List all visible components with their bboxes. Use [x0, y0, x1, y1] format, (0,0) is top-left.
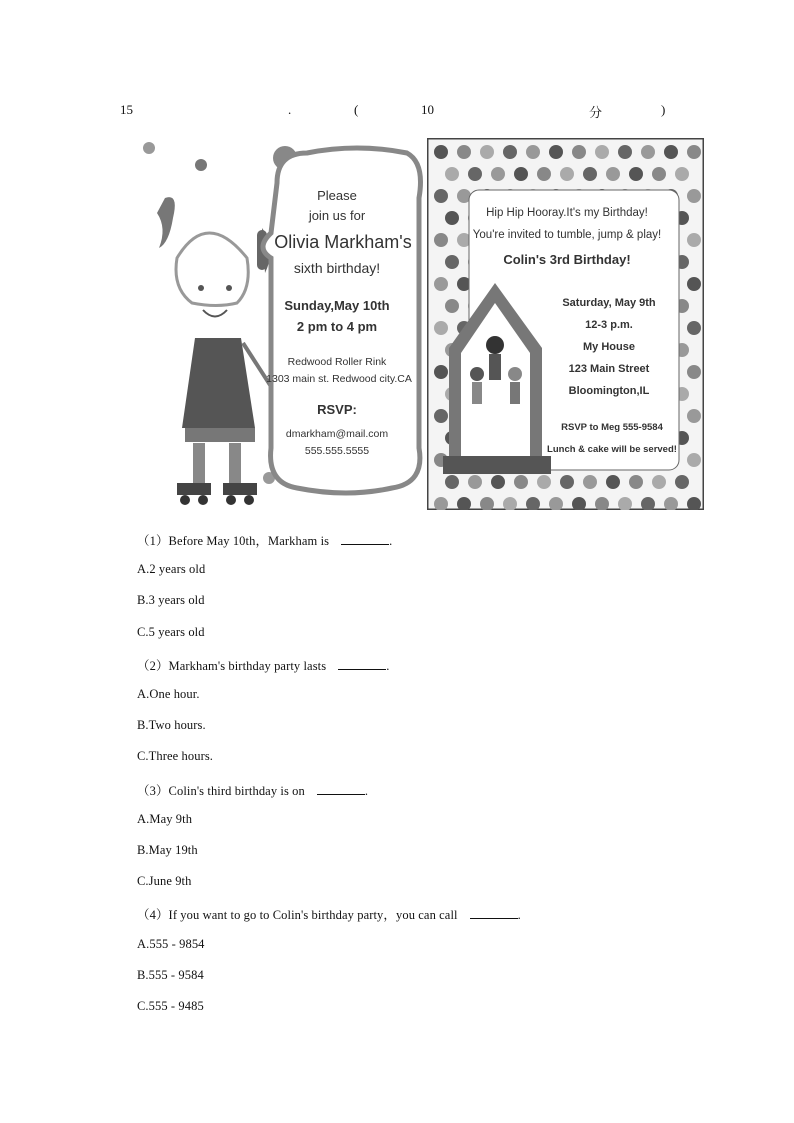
- answer-blank[interactable]: [317, 782, 365, 795]
- invite2-line3: Colin's 3rd Birthday!: [503, 252, 631, 267]
- question-text: （4）If you want to go to Colin's birthday party，you can call: [137, 908, 458, 923]
- invite2-place: My House: [583, 341, 635, 353]
- answer-option[interactable]: A.555 - 9854: [137, 936, 205, 951]
- invite2-line1: Hip Hip Hooray.It's my Birthday!: [486, 207, 648, 219]
- blank-period: .: [386, 658, 390, 673]
- question-stem: [137, 531, 392, 549]
- question-stem: [137, 781, 368, 799]
- header-fen: 分: [589, 105, 603, 120]
- invite1-phone: 555.555.5555: [304, 445, 370, 457]
- invite2-date: Saturday, May 9th: [562, 297, 656, 309]
- invite2-rsvp: RSVP to Meg 555-9584: [561, 422, 663, 433]
- invite2-line2: You're invited to tumble, jump & play!: [472, 229, 662, 241]
- answer-option[interactable]: C.5 years old: [137, 624, 205, 639]
- answer-blank[interactable]: [338, 657, 386, 670]
- invite1-rsvp: RSVP:: [317, 402, 357, 417]
- header-points: 10: [421, 102, 434, 117]
- question-stem: [137, 905, 521, 923]
- blank-period: .: [517, 908, 521, 923]
- answer-option[interactable]: C.June 9th: [137, 874, 192, 889]
- header-open-paren: (: [354, 102, 359, 117]
- answer-option[interactable]: B.555 - 9584: [137, 967, 204, 982]
- invite1-venue: Redwood Roller Rink: [287, 356, 387, 368]
- invite1-date: Sunday,May 10th: [284, 298, 390, 313]
- invite1-name: Olivia Markham's: [274, 232, 412, 252]
- question-text: （1）Before May 10th，Markham is: [137, 534, 330, 548]
- answer-option[interactable]: A.One hour.: [137, 687, 200, 701]
- question-text: （3）Colin's third birthday is on: [137, 783, 305, 798]
- question-number: 15: [120, 102, 133, 117]
- invite1-line2: join us for: [308, 208, 366, 223]
- answer-option[interactable]: B.May 19th: [137, 843, 198, 857]
- question-stem: [137, 656, 389, 674]
- blank-period: .: [389, 534, 393, 548]
- invite2-street: 123 Main Street: [568, 363, 650, 375]
- answer-option[interactable]: B.Two hours.: [137, 718, 206, 733]
- question-header: [0, 102, 794, 122]
- invite2-note: Lunch & cake will be served!: [547, 444, 677, 455]
- invite1-line1: Please: [317, 188, 357, 203]
- answer-blank[interactable]: [470, 906, 518, 919]
- invite2-time: 12-3 p.m.: [585, 319, 633, 331]
- answer-option[interactable]: B.3 years old: [137, 593, 205, 608]
- invite1-address: 1303 main st. Redwood city.CA: [266, 373, 412, 385]
- answer-option[interactable]: A.May 9th: [137, 811, 193, 826]
- invite2-city: Bloomington,IL: [568, 385, 650, 397]
- answer-option[interactable]: C.555 - 9485: [137, 999, 204, 1013]
- olivia-invitation-image: [137, 138, 427, 510]
- question-text: （2）Markham's birthday party lasts: [137, 658, 327, 673]
- invite1-line4: sixth birthday!: [293, 260, 381, 276]
- answer-blank[interactable]: [341, 532, 389, 545]
- invite1-time: 2 pm to 4 pm: [296, 319, 378, 334]
- header-dot: .: [288, 102, 292, 117]
- colin-invitation-image: [427, 138, 704, 510]
- answer-option[interactable]: A.2 years old: [137, 562, 206, 577]
- header-close-paren: ): [661, 102, 666, 117]
- answer-option[interactable]: C.Three hours.: [137, 749, 214, 764]
- blank-period: .: [364, 783, 369, 798]
- invite1-email: dmarkham@mail.com: [285, 428, 389, 440]
